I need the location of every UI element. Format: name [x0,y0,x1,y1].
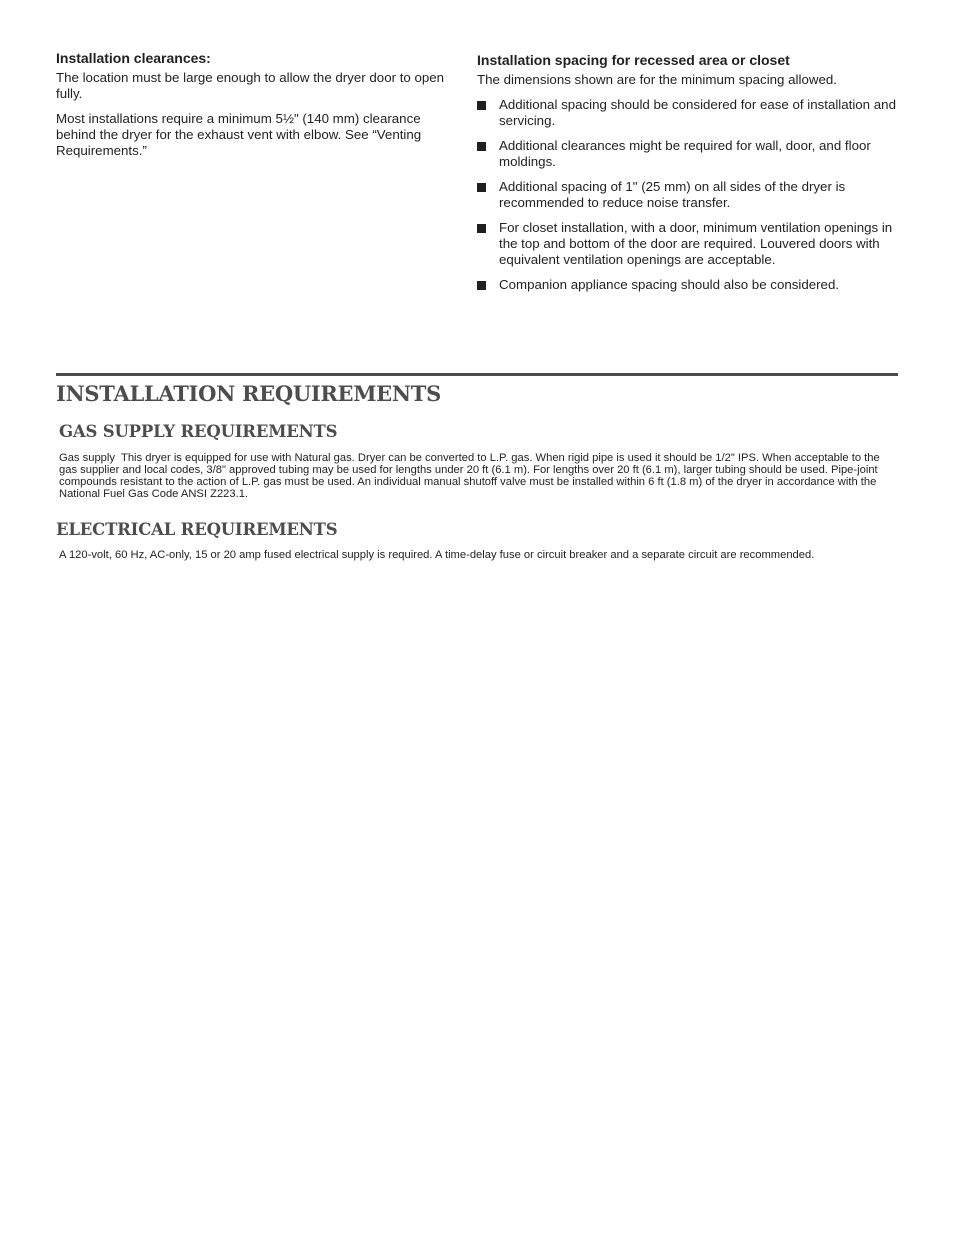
bullet-text: Companion appliance spacing should also be considered. [499,277,840,292]
list-item [477,277,902,293]
clearances-paragraph: Most installations require a minimum 5½" (140 mm) clearance behind the dryer for the exhaust vent with elbow. See “Venting Requirements.” [56,111,422,158]
list-item [477,97,902,129]
clearances-heading: Installation clearances: [56,50,211,66]
gas-supply-heading: GAS SUPPLY REQUIREMENTS [59,422,338,441]
square-bullet-icon [477,101,486,110]
square-bullet-icon [477,183,486,192]
bullet-text: For closet installation, with a door, minimum ventilation openings in the top and bottom of the door are required. Louvered doors with equivalent ventilation openings are acceptable. [499,220,893,267]
electrical-heading: ELECTRICAL REQUIREMENTS [56,520,338,539]
square-bullet-icon [477,281,486,290]
section-title: INSTALLATION REQUIREMENTS [56,381,441,406]
bullet-text: Additional spacing should be considered for ease of installation and servicing. [499,97,896,128]
spacing-intro: The dimensions shown are for the minimum spacing allowed. [477,72,837,87]
electrical-paragraph: A 120-volt, 60 Hz, AC-only, 15 or 20 amp fused electrical supply is required. A time-delay fuse or circuit breaker and a separate circuit are recommended. [59,549,815,561]
section-divider [56,373,898,376]
bullet-text: Additional spacing of 1" (25 mm) on all sides of the dryer is recommended to reduce noise transfer. [499,179,846,210]
spacing-heading: Installation spacing for recessed area or closet [477,52,790,68]
list-item [477,220,902,268]
gas-supply-run-in: Gas supply [59,452,115,464]
gas-supply-text: This dryer is equipped for use with Natural gas. Dryer can be converted to L.P. gas. When rigid pipe is used it should be 1/2" IPS. When acceptable to the gas supplier and local codes, 3/8" approved tubing may be used for lengths under 20 ft (6.1 m). For lengths over 20 ft (6.1 m), larger tubing should be used. Pipe-joint compounds resistant to the action of L.P. gas must be used. An individual manual shutoff valve must be installed within 6 ft (1.8 m) of the dryer in accordance with the National Fuel Gas Code ANSI Z223.1. [59,452,880,500]
bullet-text: Additional clearances might be required for wall, door, and floor moldings. [499,138,871,169]
gas-supply-paragraph [59,452,899,500]
spacing-section [477,52,902,302]
spacing-bullet-list [477,97,902,293]
list-item [477,179,902,211]
clearances-section [56,50,450,168]
square-bullet-icon [477,224,486,233]
list-item [477,138,902,170]
clearances-paragraph: The location must be large enough to allow the dryer door to open fully. [56,70,445,101]
square-bullet-icon [477,142,486,151]
